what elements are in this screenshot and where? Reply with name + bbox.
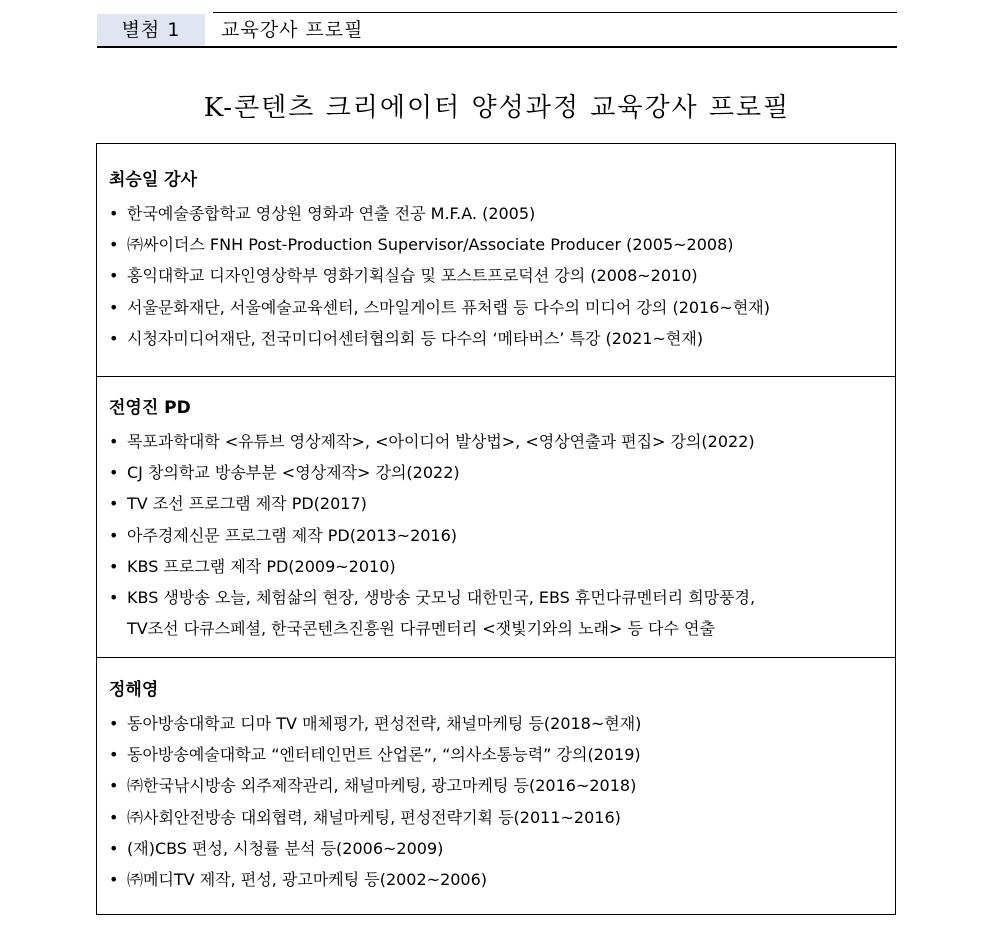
career-list [109,198,895,354]
list-item-line: KBS 생방송 오늘, 체험삶의 현장, 생방송 굿모닝 대한민국, EBS 휴먼다큐멘터리 희망풍경, [127,588,756,608]
instructor-name: 정해영 [109,680,159,700]
instructor-name: 최승일 강사 [109,170,198,190]
header-bottom-rule [97,46,897,48]
page-title: K-콘텐츠 크리에이터 양성과정 교육강사 프로필 [203,93,791,123]
list-item-line: TV조선 다큐스페셜, 한국콘텐츠진흥원 다큐멘터리 <잿빛기와의 노래> 등 다수 연출 [127,619,715,639]
list-item: • 동아방송예술대학교 “엔터테인먼트 산업론”, “의사소통능력” 강의(2019) [109,739,895,770]
list-item: • 목포과학대학 <유튜브 영상제작>, <아이디어 발상법>, <영상연출과 편집> 강의(2022) [109,426,895,457]
list-item: • 한국예술종합학교 영상원 영화과 연출 전공 M.F.A. (2005) [109,198,895,229]
list-item: • TV 조선 프로그램 제작 PD(2017) [109,488,895,519]
header-title: 교육강사 프로필 [221,19,364,41]
profile-section-jeong [97,658,895,914]
list-item: • ㈜싸이더스 FNH Post-Production Supervisor/Associate Producer (2005~2008) [109,229,895,260]
list-item: • ㈜메디TV 제작, 편성, 광고마케팅 등(2002~2006) [109,864,895,895]
list-item-multiline [109,582,895,644]
document-header [97,12,897,48]
list-item: • 아주경제신문 프로그램 제작 PD(2013~2016) [109,520,895,551]
list-item: • 서울문화재단, 서울예술교육센터, 스마일게이트 퓨처랩 등 다수의 미디어 강의 (2016~현재) [109,292,895,323]
header-top-rule [213,12,897,13]
list-item: • (재)CBS 편성, 시청률 분석 등(2006~2009) [109,833,895,864]
list-item: • CJ 창의학교 방송부분 <영상제작> 강의(2022) [109,457,895,488]
list-item: • ㈜사회안전방송 대외협력, 채널마케팅, 편성전략기획 등(2011~2016) [109,802,895,833]
career-list [109,708,895,895]
list-item: • 홍익대학교 디자인영상학부 영화기획실습 및 포스트프로덕션 강의 (2008~2010) [109,260,895,291]
list-item: • KBS 프로그램 제작 PD(2009~2010) [109,551,895,582]
instructor-name: 전영진 PD [109,398,191,418]
list-item: • 동아방송대학교 디마 TV 매체평가, 편성전략, 채널마케팅 등(2018~현재) [109,708,895,739]
career-list [109,426,895,644]
profile-table [96,143,896,915]
list-item: • 시청자미디어재단, 전국미디어센터협의회 등 다수의 ‘메타버스’ 특강 (2021~현재) [109,323,895,354]
list-item: • ㈜한국낚시방송 외주제작관리, 채널마케팅, 광고마케팅 등(2016~2018) [109,770,895,801]
profile-section-choi [97,144,895,377]
profile-section-jeon [97,377,895,658]
attachment-label: 별첨 1 [97,14,205,46]
